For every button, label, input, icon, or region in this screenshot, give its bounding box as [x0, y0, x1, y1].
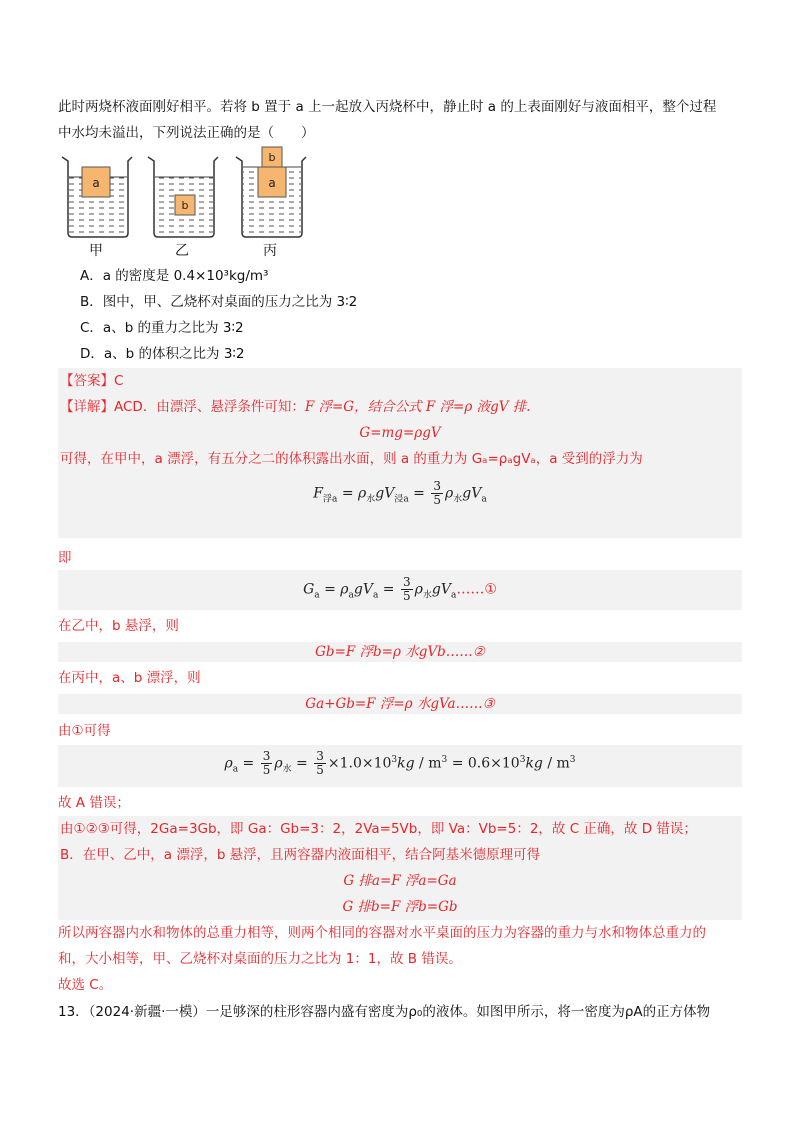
- beaker-jia: [62, 157, 132, 237]
- detail-line-11: 所以两容器内水和物体的总重力相等，则两个相同的容器对水平桌面的压力为容器的重力与水和物体总重力的: [58, 925, 706, 941]
- label-bing: 丙: [263, 243, 277, 259]
- label-yi: 乙: [175, 243, 189, 259]
- block-a-bing-label: a: [268, 176, 276, 190]
- question-text-line1: 此时两烧杯液面刚好相平。若将 b 置于 a 上一起放入丙烧杯中，静止时 a 的上表面刚好与液面相平，整个过程: [58, 99, 717, 115]
- formula-buoyancy-a: $F_{浮a} = \rho_水gV_{浸a}$ = $\frac{3}{5}$ $\rho_水gV_a$: [313, 479, 487, 507]
- beaker-bing: [236, 147, 306, 237]
- detail-line-12: 和，大小相等，甲、乙烧杯对桌面的压力之比为 1：1，故 B 错误。: [58, 951, 462, 967]
- detail-line-5: 在乙中，b 悬浮，则: [58, 618, 179, 634]
- detail-line-10: B．在甲、乙中，a 漂浮，b 悬浮，且两容器内液面相平，结合阿基米德原理可得: [60, 847, 541, 863]
- block-b-label: b: [181, 199, 189, 212]
- formula-archimedes-a: G 排a=F 浮a=Ga: [343, 873, 457, 889]
- detail-line-6: 在丙中，a、b 漂浮，则: [58, 670, 201, 686]
- block-a-label: a: [92, 176, 100, 190]
- detail-line-13: 故选 C。: [58, 977, 113, 993]
- detail-formula-1: F 浮=G，结合公式 F 浮=ρ 液gV 排.: [304, 399, 531, 415]
- option-d: D．a、b 的体积之比为 3∶2: [80, 346, 245, 362]
- answer-label: 【答案】C: [60, 373, 124, 389]
- detail-formula-2: G=mg=ρgV: [359, 425, 441, 441]
- detail-head-text: 【详解】ACD．由漂浮、悬浮条件可知：: [60, 399, 305, 415]
- option-b: B．图中，甲、乙烧杯对桌面的压力之比为 3∶2: [80, 294, 358, 310]
- next-question-text: 13．（2024·新疆·一模）一足够深的柱形容器内盛有密度为ρ₀的液体。如图甲所示，将一密度为ρA的正方体物: [58, 1004, 711, 1020]
- block-b-bing-label: b: [268, 151, 276, 164]
- formula-eq-2: Gb=F 浮b=ρ 水gVb……②: [315, 644, 485, 660]
- detail-head: [60, 397, 531, 417]
- formula-density-a: $\rho_a$ = $\frac{3}{5}$ $\rho_水$ = $\frac{3}{5}$ $\times 1.0\times 10^3kg / m^3 = 0.6\times 10^3kg / m^3$: [224, 749, 576, 777]
- beaker-figure: [58, 145, 318, 255]
- question-text-line2: 中水均未溢出，下列说法正确的是（ ）: [58, 125, 315, 141]
- detail-line-3: 可得，在甲中，a 漂浮，有五分之二的体积露出水面，则 a 的重力为 Gₐ=ρₐgVₐ，a 受到的浮力为: [60, 451, 643, 467]
- detail-line-7: 由①可得: [58, 723, 111, 739]
- formula-eq-3: Ga+Gb=F 浮=ρ 水gVa……③: [305, 696, 495, 712]
- detail-line-8: 故 A 错误；: [58, 795, 130, 811]
- label-jia: 甲: [89, 243, 103, 259]
- formula-archimedes-b: G 排b=F 浮b=Gb: [342, 899, 458, 915]
- formula-eq-1: $G_a = \rho_agV_a$ = $\frac{3}{5}$ $\rho_水gV_a\dots\dots ①$: [303, 575, 497, 603]
- beaker-yi: [148, 157, 218, 237]
- option-c: C．a、b 的重力之比为 3∶2: [80, 320, 244, 336]
- detail-line-4: 即: [58, 550, 72, 566]
- detail-line-9: 由①②③可得，2Ga=3Gb，即 Ga：Gb=3：2，2Va=5Vb，即 Va：Vb=5：2，故 C 正确，故 D 错误；: [60, 821, 697, 837]
- option-a: A．a 的密度是 0.4×10³kg/m³: [80, 268, 269, 284]
